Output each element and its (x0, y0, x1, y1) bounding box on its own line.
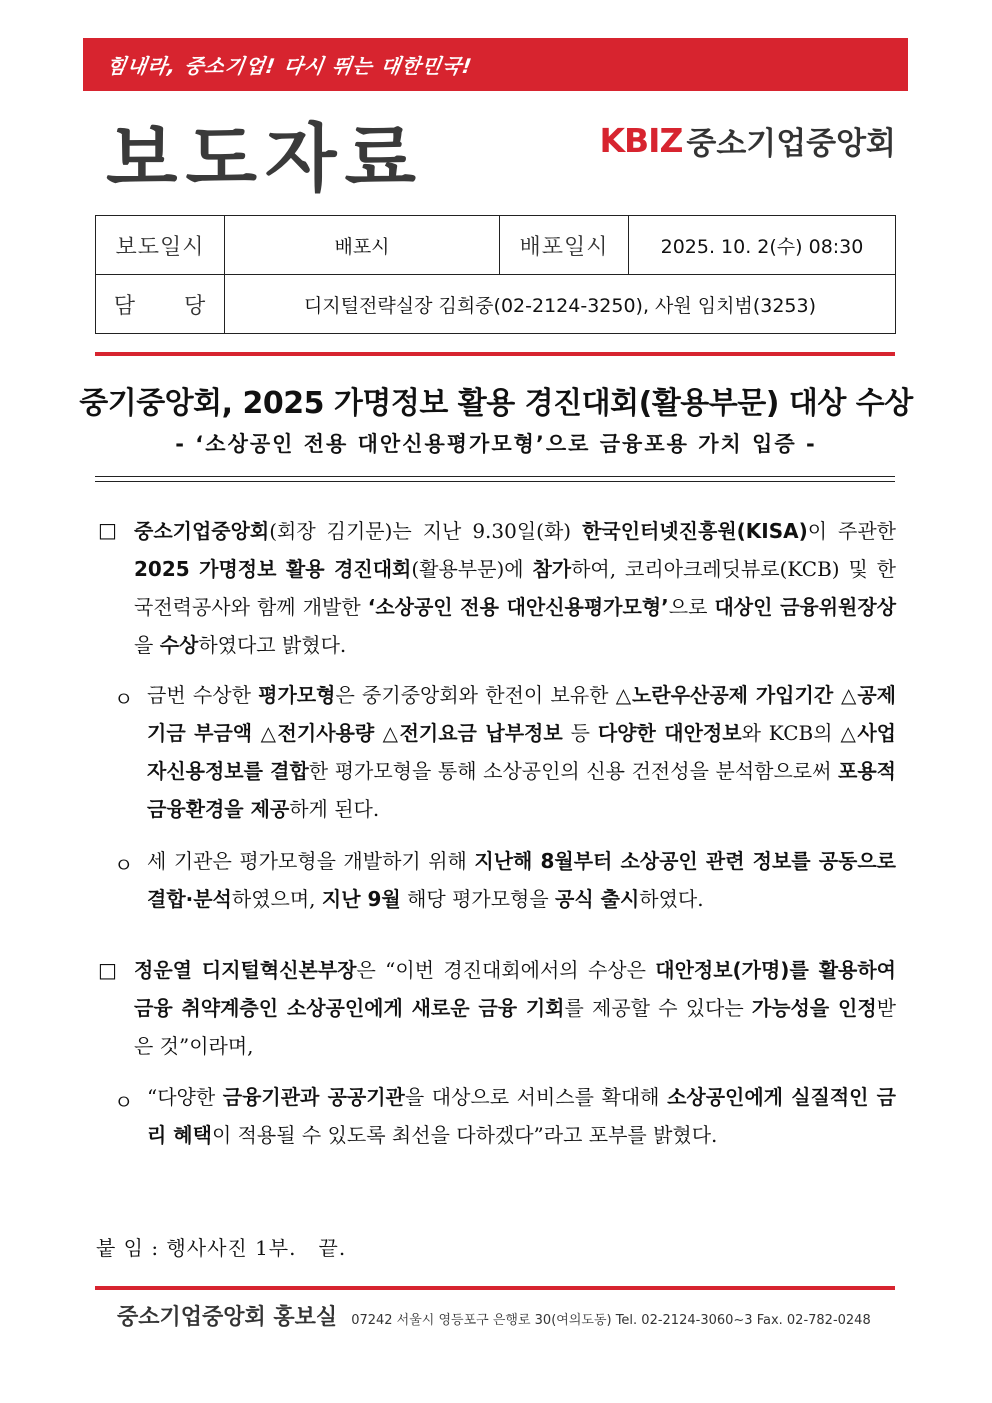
double-rule (95, 476, 895, 482)
paragraph-5: “다양한 금융기관과 공공기관을 대상으로 서비스를 확대해 소상공인에게 실질적인 금리 혜택이 적용될 수 있도록 최선을 다하겠다”라고 포부를 밝혔다. (147, 1085, 896, 1147)
dist-label: 배포일시 (500, 216, 629, 275)
attachment-note: 붙 임 : 행사사진 1부. 끝. (96, 1236, 347, 1260)
footer-org: 중소기업중앙회 홍보실 (117, 1305, 338, 1330)
square-bullet: □ (98, 958, 117, 982)
square-bullet: □ (98, 518, 117, 542)
logo-mark: KBIZ (599, 121, 683, 160)
paragraph-4: 정운열 디지털혁신본부장은 “이번 경진대회에서의 수상은 대안정보(가명)를 활용하여 금융 취약계층인 소상공인에게 새로운 금융 기회를 제공할 수 있다는 가능성을 인정받은 것”이라며, (134, 958, 897, 1058)
footer (117, 1300, 871, 1331)
headline: 중기중앙회, 2025 가명정보 활용 경진대회(활용부문) 대상 수상 (79, 386, 913, 421)
logo-name: 중소기업중앙회 (686, 126, 896, 162)
bottom-red-rule (95, 1286, 895, 1290)
contact-label: 담 당 (96, 275, 225, 334)
paragraph-2: 금번 수상한 평가모형은 중기중앙회와 한전이 보유한 △노란우산공제 가입기간 △공제기금 부금액 △전기사용량 △전기요금 납부정보 등 다양한 대안정보와 KCB의 △사업자신용정보를 결합한 평가모형을 통해 소상공인의 신용 건전성을 분석함으로써 포용적 금융환경을 제공하게 된다. (147, 683, 897, 821)
circle-bullet: ㅇ (114, 1090, 134, 1114)
subheadline: - ‘소상공인 전용 대안신용평가모형’으로 금융포용 가치 입증 - (175, 432, 817, 456)
footer-address: 07242 서울시 영등포구 은행로 30(여의도동) Tel. 02-2124-3060~3 Fax. 02-782-0248 (351, 1313, 871, 1328)
doc-type-title: 보도자료 (106, 116, 424, 202)
contact-value: 디지털전략실장 김희중(02-2124-3250), 사원 임치범(3253) (225, 275, 896, 334)
paragraph-3: 세 기관은 평가모형을 개발하기 위해 지난해 8월부터 소상공인 관련 정보를 공동으로 결합·분석하였으며, 지난 9월 해당 평가모형을 공식 출시하였다. (147, 849, 896, 911)
paragraph-1: 중소기업중앙회(회장 김기문)는 지난 9.30일(화) 한국인터넷진흥원(KISA)이 주관한 2025 가명정보 활용 경진대회(활용부문)에 참가하여, 코리아크레딧뷰로(KCB) 및 한국전력공사와 함께 개발한 ‘소상공인 전용 대안신용평가모형’으로 대상인 금융위원장상을 수상하였다고 밝혔다. (134, 519, 897, 657)
dist-value: 2025. 10. 2(수) 08:30 (629, 216, 896, 275)
circle-bullet: ㅇ (114, 687, 134, 711)
circle-bullet: ㅇ (114, 853, 134, 877)
slogan-text: 힘내라, 중소기업! 다시 뛰는 대한민국! (105, 54, 474, 78)
slogan-banner (83, 38, 908, 91)
release-info-table (95, 215, 896, 334)
kbiz-logo (599, 118, 896, 163)
release-label: 보도일시 (96, 216, 225, 275)
release-value: 배포시 (225, 216, 500, 275)
top-red-rule (95, 352, 895, 356)
